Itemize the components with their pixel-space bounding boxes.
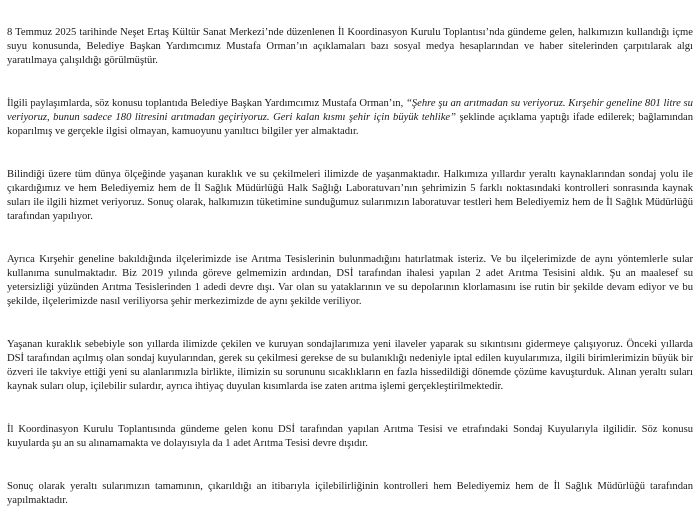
paragraph-text: şeklinde açıklama yaptığı ifade edilerek; bağlamından koparılmış ve gerçekle ilgisi olmayan, kamuoyunu yanıltıcı bilgiler yer almaktadır. (7, 112, 693, 138)
paragraph-conclusion (7, 465, 693, 507)
paragraph-text: Ayrıca Kırşehir geneline bakıldığında ilçelerimizde ise Arıtma Tesislerinin bulunmadığını hatırlatmak isteriz. Ve bu ilçelerimizde de aynı yöntemlerle sular kullanıma sunulmaktadır. Biz 2019 yılında göreve gelmemizin ardından, DSİ tarafından ihalesi yapılan 2 adet Arıtma Tesisini aldık. Şu an maalesef su yetersizliği yüzünden Arıtma Tesislerinden 1 adedi devre dışı. Var olan su yataklarının ve su depolarının klorlamasını ise rutin bir şekilde devam ediyor ve bu şekilde, ilçelerimizde nasıl veriliyorsa şehir merkezimizde de aynı şekilde veriliyor. (7, 253, 693, 308)
paragraph-text: Yaşanan kuraklık sebebiyle son yıllarda ilimizde çekilen ve kuruyan sondajlarımıza yeni ilaveler yaparak su sıkıntısını gidermeye çalışıyoruz. Önceki yıllarda DSİ tarafından açılmış olan sondaj kuyularından, gerek su çekilmesi gerekse de su bulanıklığı nedeniyle iptal edilen kuyularımıza, ilgili birimlerimizin büyük bir özveri ile takviye ettiği yeni su alanlarımızla birlikte, ilimizin su sorununu sıcaklıkların en fazla hissedildiği dönemde çözüme kavuşturduk. Alınan yeraltı suları kaynak suları olup, içilebilir sulardır, ayrıca ihtiyaç duyulan kısımlarda ise zaten arıtma işlemi gerçekleştirilmektedir. (7, 338, 693, 393)
paragraph-text: Bilindiği üzere tüm dünya ölçeğinde yaşanan kuraklık ve su çekilmeleri ilimizde de yaşanmaktadır. Halkımıza yıllardır yeraltı kaynaklarından sondaj yolu ile çıkardığımız ve hem Belediyemiz hem de İl Sağlık Müdürlüğü Halk Sağlığı Laboratuvarı’nın şehrimizin 5 farklı noktasındaki kontrolleri sonrasında kaynak suları ile ilgili hizmet veriyoruz. Sonuç olarak, halkımızın tüketimine sunduğumuz sularımızın laboratuvar testleri hem Belediyemiz hem de İl Sağlık Müdürlüğü tarafından yapılıyor. (7, 168, 693, 223)
paragraph-social-media-claim (7, 83, 693, 139)
paragraph-new-wells (7, 324, 693, 394)
paragraph-meeting-intro (7, 12, 693, 68)
paragraph-text: İlgili paylaşımlarda, söz konusu toplantıda Belediye Başkan Yardımcımız Mustafa Orman’ın, (7, 97, 406, 109)
paragraph-text: 8 Temmuz 2025 tarihinde Neşet Ertaş Kültür Sanat Merkezi’nde düzenlenen İl Koordinasyon Kurulu Toplantısı’nda gündeme gelen, halkımızın kullandığı içme suyu konusunda, Belediye Başkan Yardımcımız Mustafa Orman’ın açıklamaları bazı sosyal medya hesaplarından ve haber sitelerinden çarpıtılarak algı yaratılmaya çalışıldığı görülmüştür. (7, 27, 693, 67)
paragraph-drought-context (7, 154, 693, 224)
paragraph-text: İl Koordinasyon Kurulu Toplantısında gündeme gelen konu DSİ tarafından yapılan Arıtma Tesisi ve etrafındaki Sondaj Kuyularıyla ilgilidir. Söz konusu kuyularda şu an su alınamamakta ve dolayısıyla da 1 adet Arıtma Tesisi devre dışıdır. (7, 423, 693, 449)
quoted-statement: “Şehre şu an arıtmadan su veriyoruz. Kırşehir geneline 801 litre su veriyoruz, bunun sadece 180 litresini arıtmadan geçiriyoruz. Geri kalan kısmı şehir için büyük tehlike” (7, 97, 693, 124)
paragraph-text: Sonuç olarak yeraltı sularımızın tamamının, çıkarıldığı an itibarıyla içilebilirliğinin kontrolleri hem Belediyemiz hem de İl Sağlık Müdürlüğü tarafından yapılmaktadır. (7, 480, 693, 506)
paragraph-treatment-plants (7, 239, 693, 309)
paragraph-meeting-topic (7, 409, 693, 451)
